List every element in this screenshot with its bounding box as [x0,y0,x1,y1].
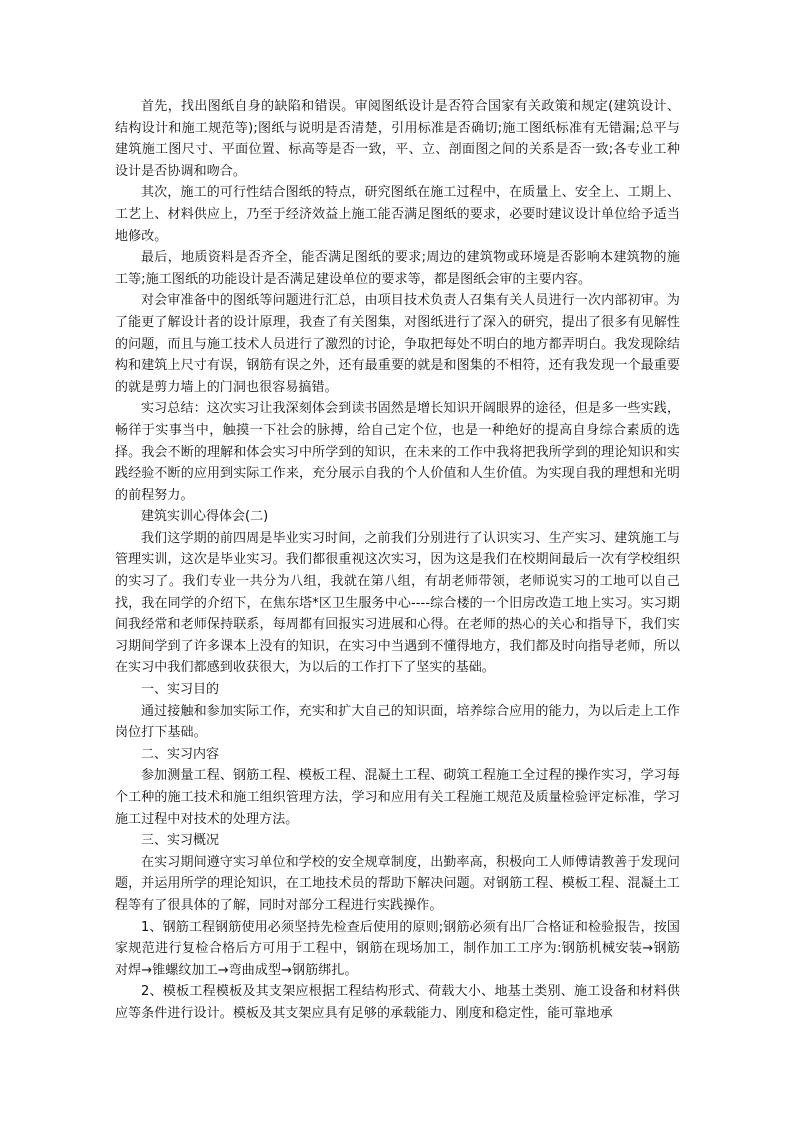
paragraph: 参加测量工程、钢筋工程、模板工程、混凝土工程、砌筑工程施工全过程的操作实习，学习每个工种的施工技术和施工组织管理方法，学习和应用有关工程施工规范及质量检验评定标准，学习施工过程中对技术的处理方法。 [115,768,680,827]
section-heading: 三、实习概况 [141,833,220,849]
paragraph: 对会审准备中的图纸等问题进行汇总，由项目技术负责人召集有关人员进行一次内部初审。为了能更了解设计者的设计原理，我查了有关图集，对图纸进行了深入的研究，提出了很多有见解性的问题，而且与施工技术人员进行了激烈的讨论，争取把每处不明白的地方都弄明白。我发现除结构和建筑上尺寸有误，钢筋有误之外，还有最重要的就是和图集的不相符，还有我发现一个最重要的就是剪力墙上的门洞也很容易搞错。 [115,293,680,395]
paragraph: 2、模板工程模板及其支架应根据工程结构形式、荷载大小、地基土类别、施工设备和材料供应等条件进行设计。模板及其支架应具有足够的承载能力、刚度和稳定性，能可靠地承 [115,984,680,1021]
section-title: 建筑实训心得体会(二) [141,509,269,525]
paragraph: 我们这学期的前四周是毕业实习时间，之前我们分别进行了认识实习、生产实习、建筑施工与管理实训，这次是毕业实习。我们都很重视这次实习，因为这是我们在校期间最后一次有学校组织的实习了。我们专业一共分为八组，我就在第八组，有胡老师带领，老师说实习的工地可以自己找，我在同学的介绍下，在焦东塔*区卫生服务中心----综合楼的一个旧房改造工地上实习。实习期间我经常和老师保持联系，每周都有回报实习进展和心得。在老师的热心的关心和指导下，我们实习期间学到了许多课本上没有的知识，在实习中当遇到不懂得地方，我们都及时向指导老师，所以在实习中我们都感到收获很大，为以后的工作打下了坚实的基础。 [115,530,680,676]
paragraph: 首先，找出图纸自身的缺陷和错误。审阅图纸设计是否符合国家有关政策和规定(建筑设计、结构设计和施工规范等);图纸与说明是否清楚，引用标准是否确切;施工图纸标准有无错漏;总平与建筑施工图尺寸、平面位置、标高等是否一致，平、立、剖面图之间的关系是否一致;各专业工种设计是否协调和吻合。 [115,99,680,179]
paragraph: 实习总结：这次实习让我深刻体会到读书固然是增长知识开阔眼界的途径，但是多一些实践，畅徉于实事当中，触摸一下社会的脉搏，给自己定个位，也是一种绝好的提高自身综合素质的选择。我会不断的理解和体会实习中所学到的知识，在未来的工作中我将把我所学到的理论知识和实践经验不断的应用到实际工作来，充分展示自我的个人价值和人生价值。为实现自我的理想和光明的前程努力。 [115,401,680,503]
paragraph: 其次，施工的可行性结合图纸的特点，研究图纸在施工过程中，在质量上、安全上、工期上、工艺上、材料供应上，乃至于经济效益上施工能否满足图纸的要求，必要时建议设计单位给予适当地修改。 [115,185,680,244]
section-heading: 二、实习内容 [141,746,220,762]
paragraph: 在实习期间遵守实习单位和学校的安全规章制度，出勤率高，积极向工人师傅请教善于发现问题，并运用所学的理论知识，在工地技术员的帮助下解决问题。对钢筋工程、模板工程、混凝土工程等有了很具体的了解，同时对部分工程进行实践操作。 [115,854,680,913]
paragraph: 最后，地质资料是否齐全，能否满足图纸的要求;周边的建筑物或环境是否影响本建筑物的施工等;施工图纸的功能设计是否满足建设单位的要求等，都是图纸会审的主要内容。 [115,250,680,287]
paragraph: 通过接触和参加实际工作，充实和扩大自己的知识面，培养综合应用的能力，为以后走上工作岗位打下基础。 [115,703,680,741]
document-body [115,96,680,1025]
section-heading: 一、实习目的 [141,682,220,698]
paragraph: 1、钢筋工程钢筋使用必须坚持先检查后使用的原则;钢筋必须有出厂合格证和检验报告，按国家规范进行复检合格后方可用于工程中，钢筋在现场加工，制作加工工序为:钢筋机械安装→钢筋对焊→锥螺纹加工→弯曲成型→钢筋绑扎。 [115,919,680,978]
